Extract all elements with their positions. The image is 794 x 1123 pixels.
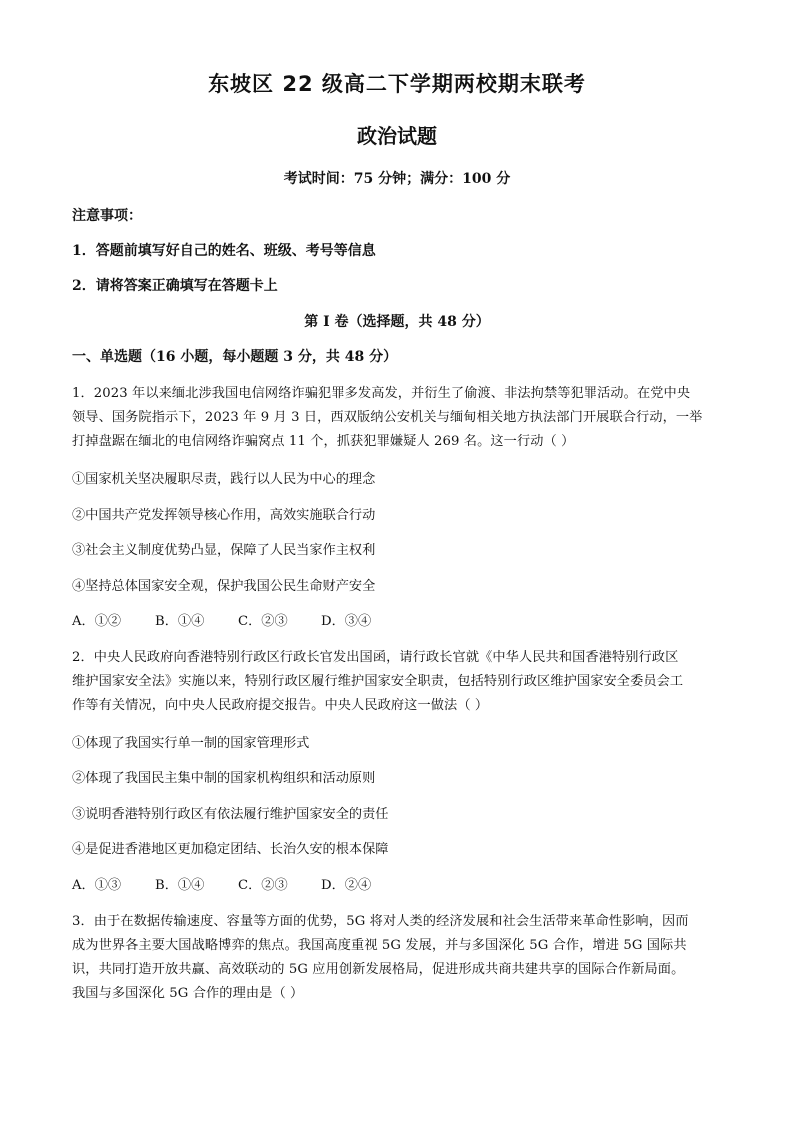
- exam-info: 考试时间：75 分钟；满分：100 分: [283, 171, 511, 187]
- choice-c[interactable]: C．②③: [238, 614, 288, 629]
- question-stem-line: 我国与多国深化 5G 合作的理由是（ ）: [72, 986, 304, 1001]
- question-option: ③说明香港特别行政区有依法履行维护国家安全的责任: [72, 807, 389, 822]
- question-stem-line: 识，共同打造开放共赢、高效联动的 5G 应用创新发展格局，促进形成共商共建共享的国际合作新局面。: [72, 962, 685, 977]
- choice-a[interactable]: A．①③: [72, 878, 122, 893]
- choice-d[interactable]: D．③④: [321, 614, 372, 629]
- page-title: 东坡区 22 级高二下学期两校期末联考: [208, 72, 586, 96]
- answer-choices: [72, 874, 404, 893]
- note-item: 1．答题前填写好自己的姓名、班级、考号等信息: [72, 243, 376, 259]
- question-option: ②中国共产党发挥领导核心作用，高效实施联合行动: [72, 508, 376, 523]
- question-stem-line: 领导、国务院指示下，2023 年 9 月 3 日，西双版纳公安机关与缅甸相关地方执法部门开展联合行动，一举: [72, 410, 703, 425]
- question-stem-line: 打掉盘踞在缅北的电信网络诈骗窝点 11 个，抓获犯罪嫌疑人 269 名。这一行动（ ）: [72, 434, 575, 449]
- question-option: ①体现了我国实行单一制的国家管理形式: [72, 736, 310, 751]
- answer-choices: [72, 610, 404, 629]
- question-stem-line: 作等有关情况，向中央人民政府提交报告。中央人民政府这一做法（ ）: [72, 698, 489, 713]
- question-stem-line: 3．由于在数据传输速度、容量等方面的优势，5G 将对人类的经济发展和社会生活带来革命性影响，因而: [72, 914, 689, 929]
- page-subtitle: 政治试题: [357, 124, 437, 148]
- note-item: 2．请将答案正确填写在答题卡上: [72, 278, 278, 294]
- question-option: ④坚持总体国家安全观，保护我国公民生命财产安全: [72, 579, 376, 594]
- choice-b[interactable]: B．①④: [155, 878, 205, 893]
- question-stem-line: 成为世界各主要大国战略博弈的焦点。我国高度重视 5G 发展，并与多国深化 5G 合作，增进 5G 国际共: [72, 938, 687, 953]
- choice-a[interactable]: A．①②: [72, 614, 122, 629]
- choice-b[interactable]: B．①④: [155, 614, 205, 629]
- choice-c[interactable]: C．②③: [238, 878, 288, 893]
- part-title: 一、单选题（16 小题，每小题题 3 分，共 48 分）: [72, 349, 398, 365]
- choice-d[interactable]: D．②④: [321, 878, 372, 893]
- question-stem-line: 1．2023 年以来缅北涉我国电信网络诈骗犯罪多发高发，并衍生了偷渡、非法拘禁等犯罪活动。在党中央: [72, 386, 691, 401]
- question-stem-line: 维护国家安全法》实施以来，特别行政区履行维护国家安全职责，包括特别行政区维护国家安全委员会工: [72, 674, 684, 689]
- question-stem-line: 2．中央人民政府向香港特别行政区行政长官发出国函，请行政长官就《中华人民共和国香港特别行政区: [72, 650, 679, 665]
- question-option: ④是促进香港地区更加稳定团结、长治久安的根本保障: [72, 842, 389, 857]
- volume-title: 第 I 卷（选择题，共 48 分）: [304, 314, 490, 330]
- question-option: ②体现了我国民主集中制的国家机构组织和活动原则: [72, 771, 376, 786]
- question-option: ①国家机关坚决履职尽责，践行以人民为中心的理念: [72, 472, 376, 487]
- question-option: ③社会主义制度优势凸显，保障了人民当家作主权利: [72, 543, 376, 558]
- notes-heading: 注意事项：: [72, 208, 142, 224]
